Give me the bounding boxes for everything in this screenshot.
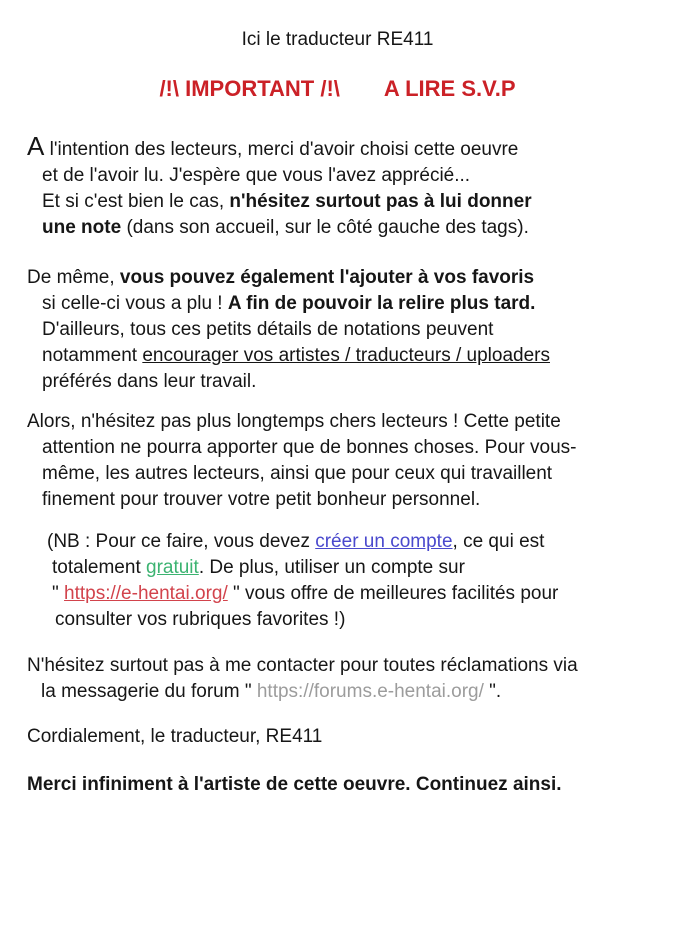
important-heading-left: /!\ IMPORTANT /!\ xyxy=(159,76,340,101)
text-segment-bold: vous pouvez également l'ajouter à vos favoris xyxy=(119,267,535,288)
text-segment: la messagerie du forum " xyxy=(41,681,257,702)
text-segment: l'intention des lecteurs, merci d'avoir choisi cette oeuvre xyxy=(44,139,519,160)
text-line xyxy=(47,529,675,555)
text-segment: notamment xyxy=(42,345,143,366)
paragraph-contact xyxy=(0,653,675,705)
text-segment: De même, xyxy=(27,267,120,288)
text-segment: " vous offre de meilleures facilités pour xyxy=(227,583,559,604)
text-line: attention ne pourra apporter que de bonnes choses. Pour vous- xyxy=(42,437,577,458)
text-line: D'ailleurs, tous ces petits détails de notations peuvent xyxy=(42,319,494,340)
text-segment-bold: une note xyxy=(42,217,127,238)
text-line xyxy=(42,291,675,317)
paragraph-favorites xyxy=(0,265,675,395)
text-line xyxy=(42,343,675,369)
e-hentai-link[interactable]: https://e-hentai.org/ xyxy=(64,583,228,604)
paragraph-intro xyxy=(0,133,675,241)
text-line xyxy=(42,189,675,215)
text-segment: " xyxy=(52,583,65,604)
text-segment: , ce qui est xyxy=(452,531,545,552)
text-line xyxy=(52,555,675,581)
text-segment: ". xyxy=(483,681,502,702)
dropcap-a: A xyxy=(27,131,45,161)
paragraph-encouragement xyxy=(0,409,675,513)
text-segment: Et si c'est bien le cas, xyxy=(42,191,230,212)
page-title: Ici le traducteur RE411 xyxy=(241,29,434,50)
text-segment: . De plus, utiliser un compte sur xyxy=(198,557,465,578)
text-line xyxy=(27,133,675,163)
create-account-link[interactable]: créer un compte xyxy=(315,531,453,552)
text-line: même, les autres lecteurs, ainsi que pour ceux qui travaillent xyxy=(42,463,553,484)
text-line xyxy=(41,679,675,705)
text-line xyxy=(52,581,675,607)
text-line xyxy=(27,265,675,291)
text-line: et de l'avoir lu. J'espère que vous l'avez apprécié... xyxy=(42,165,471,186)
paragraph-nb xyxy=(0,529,675,633)
text-segment-bold: n'hésitez surtout pas à lui donner xyxy=(229,191,532,212)
forums-e-hentai-link[interactable]: https://forums.e-hentai.org/ xyxy=(256,681,484,702)
signoff-line xyxy=(0,724,675,750)
text-segment-bold: A fin de pouvoir la relire plus tard. xyxy=(227,293,536,314)
text-line: N'hésitez surtout pas à me contacter pour toutes réclamations via xyxy=(27,655,578,676)
text-line: finement pour trouver votre petit bonheur personnel. xyxy=(42,489,481,510)
text-line: consulter vos rubriques favorites !) xyxy=(55,609,346,630)
important-heading-right: A LIRE S.V.P xyxy=(383,76,516,101)
text-line: Alors, n'hésitez pas plus longtemps chers lecteurs ! Cette petite xyxy=(27,411,561,432)
text-line: préférés dans leur travail. xyxy=(42,371,257,392)
text-segment: totalement xyxy=(52,557,146,578)
text-line xyxy=(42,215,675,241)
thanks-line xyxy=(0,772,675,798)
gratuit-link[interactable]: gratuit xyxy=(146,557,199,578)
text-segment: (NB : Pour ce faire, vous devez xyxy=(47,531,316,552)
text-line: Merci infiniment à l'artiste de cette oeuvre. Continuez ainsi. xyxy=(27,774,562,795)
text-segment-underlined: encourager vos artistes / traducteurs / uploaders xyxy=(142,345,550,366)
text-line: Cordialement, le traducteur, RE411 xyxy=(27,726,323,747)
important-heading xyxy=(0,75,675,103)
text-segment: si celle-ci vous a plu ! xyxy=(42,293,228,314)
text-segment: (dans son accueil, sur le côté gauche des tags). xyxy=(126,217,529,238)
